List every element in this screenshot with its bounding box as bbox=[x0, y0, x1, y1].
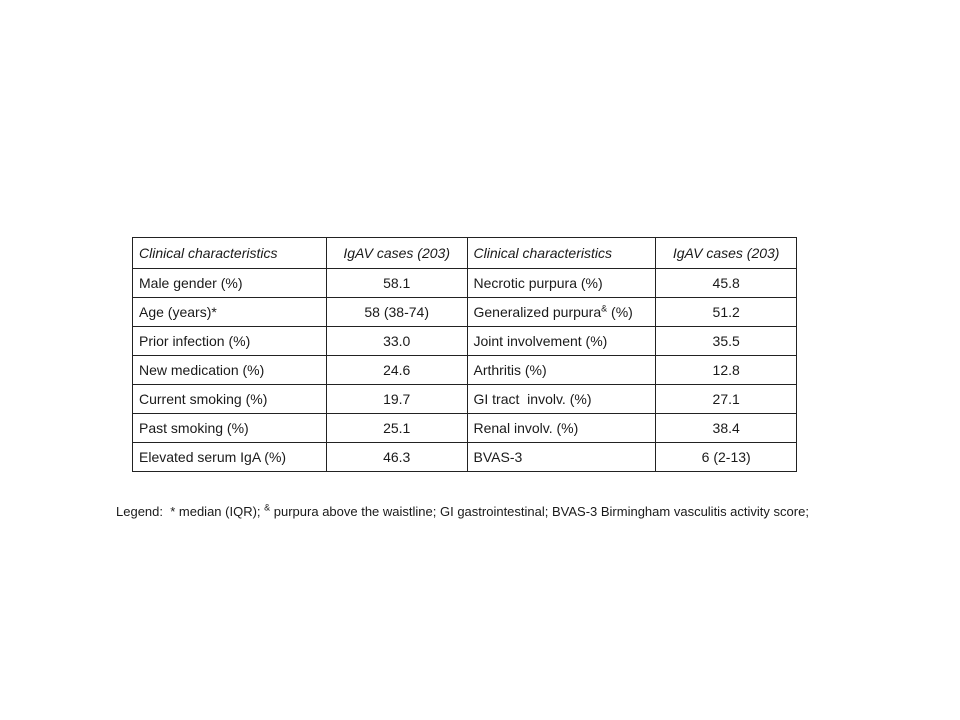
table-row bbox=[133, 414, 797, 443]
header-clinical-characteristics-right: Clinical characteristics bbox=[467, 238, 656, 269]
header-igav-cases-right: IgAV cases (203) bbox=[656, 238, 797, 269]
row-label-right bbox=[467, 298, 656, 327]
row-value-right: 38.4 bbox=[656, 414, 797, 443]
row-label-right bbox=[467, 327, 656, 356]
legend-prefix: Legend: * median (IQR); bbox=[116, 504, 265, 519]
legend-superscript: & bbox=[264, 502, 271, 513]
row-value-left: 24.6 bbox=[326, 356, 467, 385]
row-label-left: Age (years)* bbox=[133, 298, 327, 327]
row-label-right bbox=[467, 269, 656, 298]
row-label-left: New medication (%) bbox=[133, 356, 327, 385]
row-label-right bbox=[467, 356, 656, 385]
row-value-right: 35.5 bbox=[656, 327, 797, 356]
row-label-right-suffix: (%) bbox=[607, 304, 633, 320]
table-row bbox=[133, 356, 797, 385]
table-row bbox=[133, 385, 797, 414]
header-clinical-characteristics-left: Clinical characteristics bbox=[133, 238, 327, 269]
table-legend bbox=[116, 504, 809, 519]
row-label-right-text: Generalized purpura bbox=[473, 304, 602, 320]
row-label-right-text: GI tract involv. (%) bbox=[473, 391, 592, 407]
header-igav-cases-left: IgAV cases (203) bbox=[326, 238, 467, 269]
table-row bbox=[133, 443, 797, 472]
row-label-right-text: Joint involvement (%) bbox=[473, 333, 608, 349]
row-value-left: 46.3 bbox=[326, 443, 467, 472]
row-value-left: 58.1 bbox=[326, 269, 467, 298]
characteristics-table bbox=[132, 237, 797, 472]
row-value-right: 12.8 bbox=[656, 356, 797, 385]
row-label-left: Current smoking (%) bbox=[133, 385, 327, 414]
row-value-right: 27.1 bbox=[656, 385, 797, 414]
row-value-right: 51.2 bbox=[656, 298, 797, 327]
row-label-right-text: BVAS-3 bbox=[473, 449, 523, 465]
legend-suffix: purpura above the waistline; GI gastrointestinal; BVAS-3 Birmingham vasculitis activity score; bbox=[270, 504, 809, 519]
row-value-left: 19.7 bbox=[326, 385, 467, 414]
row-value-left: 25.1 bbox=[326, 414, 467, 443]
row-label-right bbox=[467, 443, 656, 472]
row-value-left: 33.0 bbox=[326, 327, 467, 356]
table-row bbox=[133, 298, 797, 327]
row-value-left: 58 (38-74) bbox=[326, 298, 467, 327]
row-label-right bbox=[467, 385, 656, 414]
row-value-right: 6 (2-13) bbox=[656, 443, 797, 472]
row-label-left: Elevated serum IgA (%) bbox=[133, 443, 327, 472]
row-label-left: Past smoking (%) bbox=[133, 414, 327, 443]
table-header-row bbox=[133, 238, 797, 269]
row-label-right-superscript: & bbox=[601, 303, 608, 314]
row-label-right-text: Arthritis (%) bbox=[473, 362, 547, 378]
row-label-left: Male gender (%) bbox=[133, 269, 327, 298]
row-label-right bbox=[467, 414, 656, 443]
row-label-right-text: Necrotic purpura (%) bbox=[473, 275, 603, 291]
row-value-right: 45.8 bbox=[656, 269, 797, 298]
row-label-left: Prior infection (%) bbox=[133, 327, 327, 356]
table-row bbox=[133, 269, 797, 298]
table-row bbox=[133, 327, 797, 356]
row-label-right-text: Renal involv. (%) bbox=[473, 420, 579, 436]
